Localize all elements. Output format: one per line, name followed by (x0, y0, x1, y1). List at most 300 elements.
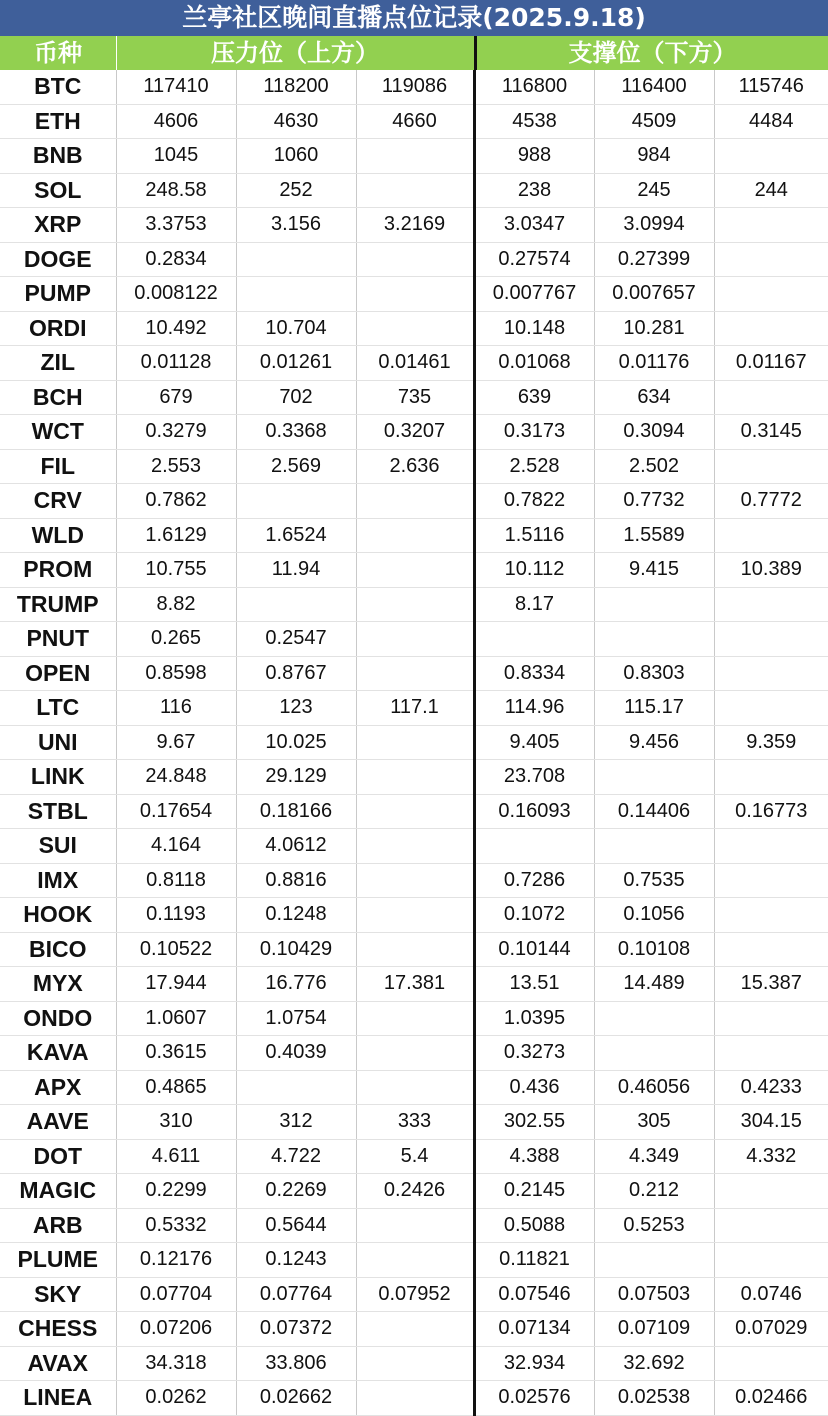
support-level (594, 1001, 714, 1036)
header-divider (474, 36, 477, 70)
resistance-level (356, 1346, 474, 1381)
support-level: 23.708 (474, 760, 594, 795)
resistance-level: 117.1 (356, 691, 474, 726)
table-row (0, 104, 828, 139)
resistance-level: 1045 (116, 139, 236, 174)
table-row (0, 346, 828, 381)
table-row (0, 1277, 828, 1312)
support-level: 9.415 (594, 553, 714, 588)
support-level: 0.8334 (474, 656, 594, 691)
resistance-level: 0.1248 (236, 898, 356, 933)
resistance-level: 118200 (236, 70, 356, 104)
price-level-table (0, 70, 828, 1416)
table-row (0, 656, 828, 691)
support-level (714, 1036, 828, 1071)
coin-symbol: LINK (0, 760, 116, 795)
support-level: 9.405 (474, 725, 594, 760)
table-row (0, 898, 828, 933)
resistance-level: 0.2547 (236, 622, 356, 657)
support-level: 0.46056 (594, 1070, 714, 1105)
coin-symbol: AVAX (0, 1346, 116, 1381)
support-level: 0.7822 (474, 484, 594, 519)
support-level: 0.07029 (714, 1312, 828, 1347)
resistance-level: 2.569 (236, 449, 356, 484)
support-level: 1.5116 (474, 518, 594, 553)
resistance-level: 0.5332 (116, 1208, 236, 1243)
table-row (0, 242, 828, 277)
resistance-level (356, 932, 474, 967)
resistance-level: 17.381 (356, 967, 474, 1002)
table-header (0, 36, 828, 70)
resistance-level: 0.07952 (356, 1277, 474, 1312)
support-level: 13.51 (474, 967, 594, 1002)
support-level: 0.07134 (474, 1312, 594, 1347)
support-level: 302.55 (474, 1105, 594, 1140)
support-level (714, 1346, 828, 1381)
coin-symbol: LINEA (0, 1381, 116, 1416)
support-level: 238 (474, 173, 594, 208)
resistance-level: 0.2299 (116, 1174, 236, 1209)
support-level: 305 (594, 1105, 714, 1140)
resistance-level: 17.944 (116, 967, 236, 1002)
resistance-level (236, 277, 356, 312)
resistance-level: 4606 (116, 104, 236, 139)
support-level (714, 311, 828, 346)
support-level (714, 932, 828, 967)
table-row (0, 794, 828, 829)
support-level (714, 277, 828, 312)
coin-symbol: CRV (0, 484, 116, 519)
support-level: 0.16093 (474, 794, 594, 829)
support-level (714, 242, 828, 277)
support-level: 32.692 (594, 1346, 714, 1381)
support-level: 1.0395 (474, 1001, 594, 1036)
support-level: 9.456 (594, 725, 714, 760)
support-level: 634 (594, 380, 714, 415)
support-level: 8.17 (474, 587, 594, 622)
resistance-level (356, 1381, 474, 1416)
support-level: 10.112 (474, 553, 594, 588)
support-level: 0.01167 (714, 346, 828, 381)
coin-symbol: STBL (0, 794, 116, 829)
support-level (714, 622, 828, 657)
coin-symbol: AAVE (0, 1105, 116, 1140)
support-level: 4509 (594, 104, 714, 139)
resistance-level: 3.2169 (356, 208, 474, 243)
resistance-level: 702 (236, 380, 356, 415)
resistance-level (356, 587, 474, 622)
resistance-level (356, 1036, 474, 1071)
resistance-level: 10.755 (116, 553, 236, 588)
support-level: 0.02538 (594, 1381, 714, 1416)
support-level: 10.389 (714, 553, 828, 588)
resistance-level (356, 622, 474, 657)
coin-symbol: MAGIC (0, 1174, 116, 1209)
resistance-level: 34.318 (116, 1346, 236, 1381)
resistance-level: 0.07372 (236, 1312, 356, 1347)
coin-symbol: BICO (0, 932, 116, 967)
resistance-level: 0.2426 (356, 1174, 474, 1209)
support-level: 984 (594, 139, 714, 174)
coin-symbol: IMX (0, 863, 116, 898)
table-row (0, 1346, 828, 1381)
support-level: 0.7286 (474, 863, 594, 898)
resistance-level: 4660 (356, 104, 474, 139)
resistance-level (236, 587, 356, 622)
support-level: 0.02466 (714, 1381, 828, 1416)
resistance-level (236, 1070, 356, 1105)
table-row (0, 932, 828, 967)
resistance-level (356, 277, 474, 312)
header-coin: 币种 (0, 36, 117, 70)
resistance-level: 0.4865 (116, 1070, 236, 1105)
support-level: 0.7535 (594, 863, 714, 898)
resistance-level: 1.0607 (116, 1001, 236, 1036)
table-row (0, 863, 828, 898)
table-row (0, 1174, 828, 1209)
resistance-level: 0.1193 (116, 898, 236, 933)
support-level: 4538 (474, 104, 594, 139)
table-row (0, 587, 828, 622)
support-level: 304.15 (714, 1105, 828, 1140)
support-level: 9.359 (714, 725, 828, 760)
resistance-level: 0.18166 (236, 794, 356, 829)
resistance-level: 252 (236, 173, 356, 208)
support-level: 3.0347 (474, 208, 594, 243)
coin-symbol: ETH (0, 104, 116, 139)
support-level (714, 449, 828, 484)
support-level: 116400 (594, 70, 714, 104)
support-level: 0.01068 (474, 346, 594, 381)
resistance-level: 10.704 (236, 311, 356, 346)
support-level: 0.007767 (474, 277, 594, 312)
table-row (0, 829, 828, 864)
support-level (714, 691, 828, 726)
coin-symbol: BTC (0, 70, 116, 104)
table-row (0, 1139, 828, 1174)
resistance-level: 0.01261 (236, 346, 356, 381)
support-level: 4.388 (474, 1139, 594, 1174)
table-row (0, 311, 828, 346)
resistance-level: 0.01128 (116, 346, 236, 381)
table-row (0, 1001, 828, 1036)
coin-symbol: TRUMP (0, 587, 116, 622)
support-level: 0.10108 (594, 932, 714, 967)
coin-symbol: PUMP (0, 277, 116, 312)
support-level: 0.212 (594, 1174, 714, 1209)
coin-symbol: KAVA (0, 1036, 116, 1071)
resistance-level (356, 794, 474, 829)
coin-symbol: PLUME (0, 1243, 116, 1278)
support-level (714, 139, 828, 174)
resistance-level: 310 (116, 1105, 236, 1140)
resistance-level: 0.1243 (236, 1243, 356, 1278)
resistance-level: 0.5644 (236, 1208, 356, 1243)
support-level (714, 829, 828, 864)
support-level: 639 (474, 380, 594, 415)
resistance-level: 333 (356, 1105, 474, 1140)
coin-symbol: DOGE (0, 242, 116, 277)
support-level: 0.07503 (594, 1277, 714, 1312)
support-level (714, 760, 828, 795)
table-row (0, 70, 828, 104)
table-row (0, 553, 828, 588)
support-level (714, 380, 828, 415)
table-row (0, 1036, 828, 1071)
support-level: 0.01176 (594, 346, 714, 381)
table-row (0, 484, 828, 519)
support-level: 244 (714, 173, 828, 208)
support-level: 0.14406 (594, 794, 714, 829)
support-level: 0.3094 (594, 415, 714, 450)
resistance-level (356, 863, 474, 898)
support-level: 14.489 (594, 967, 714, 1002)
support-level: 0.10144 (474, 932, 594, 967)
resistance-level: 4630 (236, 104, 356, 139)
support-level: 2.502 (594, 449, 714, 484)
coin-symbol: UNI (0, 725, 116, 760)
coin-symbol: ONDO (0, 1001, 116, 1036)
resistance-level: 679 (116, 380, 236, 415)
resistance-level: 8.82 (116, 587, 236, 622)
support-level: 0.3173 (474, 415, 594, 450)
table-row (0, 208, 828, 243)
resistance-level: 33.806 (236, 1346, 356, 1381)
coin-symbol: MYX (0, 967, 116, 1002)
resistance-level: 0.12176 (116, 1243, 236, 1278)
resistance-level (356, 760, 474, 795)
resistance-level (356, 553, 474, 588)
resistance-level (236, 242, 356, 277)
coin-symbol: BNB (0, 139, 116, 174)
support-level: 0.02576 (474, 1381, 594, 1416)
resistance-level: 10.492 (116, 311, 236, 346)
resistance-level (356, 1070, 474, 1105)
table-row (0, 415, 828, 450)
support-level: 116800 (474, 70, 594, 104)
page-title: 兰亭社区晚间直播点位记录(2025.9.18) (0, 0, 828, 36)
support-level (714, 1243, 828, 1278)
resistance-level: 4.164 (116, 829, 236, 864)
support-level: 0.3273 (474, 1036, 594, 1071)
resistance-level: 116 (116, 691, 236, 726)
resistance-level: 0.07704 (116, 1277, 236, 1312)
support-level: 0.2145 (474, 1174, 594, 1209)
resistance-level: 0.10429 (236, 932, 356, 967)
support-level: 15.387 (714, 967, 828, 1002)
coin-symbol: HOOK (0, 898, 116, 933)
resistance-level: 10.025 (236, 725, 356, 760)
resistance-level: 0.8598 (116, 656, 236, 691)
resistance-level: 11.94 (236, 553, 356, 588)
resistance-level: 9.67 (116, 725, 236, 760)
resistance-level: 0.10522 (116, 932, 236, 967)
table-row (0, 139, 828, 174)
coin-symbol: OPEN (0, 656, 116, 691)
resistance-level: 0.02662 (236, 1381, 356, 1416)
resistance-level: 4.722 (236, 1139, 356, 1174)
resistance-level (356, 656, 474, 691)
resistance-level: 123 (236, 691, 356, 726)
resistance-level: 1.0754 (236, 1001, 356, 1036)
resistance-level: 0.17654 (116, 794, 236, 829)
support-level (594, 760, 714, 795)
resistance-level: 0.265 (116, 622, 236, 657)
resistance-level: 248.58 (116, 173, 236, 208)
resistance-level: 0.008122 (116, 277, 236, 312)
coin-symbol: SUI (0, 829, 116, 864)
resistance-level: 0.2269 (236, 1174, 356, 1209)
support-level: 0.8303 (594, 656, 714, 691)
resistance-level: 1060 (236, 139, 356, 174)
coin-symbol: WLD (0, 518, 116, 553)
support-level: 4.349 (594, 1139, 714, 1174)
support-level: 0.4233 (714, 1070, 828, 1105)
resistance-level (356, 173, 474, 208)
resistance-level: 1.6129 (116, 518, 236, 553)
support-level (714, 518, 828, 553)
resistance-level: 0.3615 (116, 1036, 236, 1071)
support-level (594, 622, 714, 657)
table-row (0, 380, 828, 415)
table-row (0, 622, 828, 657)
support-level: 3.0994 (594, 208, 714, 243)
table-body (0, 70, 828, 1415)
resistance-level (356, 242, 474, 277)
resistance-level: 735 (356, 380, 474, 415)
resistance-level: 117410 (116, 70, 236, 104)
table-row (0, 967, 828, 1002)
support-level: 0.07546 (474, 1277, 594, 1312)
support-level: 0.1072 (474, 898, 594, 933)
table-row (0, 760, 828, 795)
support-level: 10.281 (594, 311, 714, 346)
support-level (714, 1208, 828, 1243)
resistance-level (356, 725, 474, 760)
resistance-level (356, 518, 474, 553)
support-level (714, 898, 828, 933)
coin-symbol: PROM (0, 553, 116, 588)
table-row (0, 1312, 828, 1347)
header-support: 支撑位（下方） (568, 39, 737, 67)
resistance-level: 0.8816 (236, 863, 356, 898)
support-level: 2.528 (474, 449, 594, 484)
resistance-level: 0.3279 (116, 415, 236, 450)
support-level: 10.148 (474, 311, 594, 346)
resistance-level: 0.2834 (116, 242, 236, 277)
support-level: 245 (594, 173, 714, 208)
table-row (0, 1208, 828, 1243)
support-level: 114.96 (474, 691, 594, 726)
resistance-level (356, 1208, 474, 1243)
resistance-level (356, 1243, 474, 1278)
resistance-level: 3.156 (236, 208, 356, 243)
support-level: 0.5088 (474, 1208, 594, 1243)
resistance-level (356, 139, 474, 174)
support-level: 115746 (714, 70, 828, 104)
support-level (594, 587, 714, 622)
coin-symbol: DOT (0, 1139, 116, 1174)
support-level (594, 1243, 714, 1278)
coin-symbol: CHESS (0, 1312, 116, 1347)
table-row (0, 277, 828, 312)
table-row (0, 1070, 828, 1105)
table-row (0, 173, 828, 208)
coin-symbol: APX (0, 1070, 116, 1105)
resistance-level: 1.6524 (236, 518, 356, 553)
resistance-level (356, 1001, 474, 1036)
resistance-level: 0.8118 (116, 863, 236, 898)
support-level: 0.27399 (594, 242, 714, 277)
coin-symbol: ZIL (0, 346, 116, 381)
table-row (0, 449, 828, 484)
resistance-level: 0.3207 (356, 415, 474, 450)
resistance-level: 16.776 (236, 967, 356, 1002)
support-level: 0.7732 (594, 484, 714, 519)
support-level (714, 1174, 828, 1209)
coin-symbol: SOL (0, 173, 116, 208)
resistance-level: 0.01461 (356, 346, 474, 381)
resistance-level: 24.848 (116, 760, 236, 795)
coin-symbol: FIL (0, 449, 116, 484)
table-row (0, 725, 828, 760)
resistance-level (356, 1312, 474, 1347)
support-level: 0.1056 (594, 898, 714, 933)
resistance-level: 2.553 (116, 449, 236, 484)
coin-symbol: XRP (0, 208, 116, 243)
support-level: 0.0746 (714, 1277, 828, 1312)
coin-symbol: SKY (0, 1277, 116, 1312)
support-level (714, 208, 828, 243)
resistance-level: 312 (236, 1105, 356, 1140)
support-level (594, 829, 714, 864)
resistance-level: 0.7862 (116, 484, 236, 519)
resistance-level: 0.0262 (116, 1381, 236, 1416)
coin-symbol: PNUT (0, 622, 116, 657)
support-level (714, 863, 828, 898)
resistance-level: 4.0612 (236, 829, 356, 864)
support-level (714, 587, 828, 622)
resistance-level: 119086 (356, 70, 474, 104)
resistance-level: 0.4039 (236, 1036, 356, 1071)
header-resistance: 压力位（上方） (211, 39, 379, 67)
table-row (0, 518, 828, 553)
resistance-level: 0.07764 (236, 1277, 356, 1312)
support-level: 0.7772 (714, 484, 828, 519)
support-level: 0.27574 (474, 242, 594, 277)
coin-symbol: LTC (0, 691, 116, 726)
support-level: 0.3145 (714, 415, 828, 450)
support-level: 32.934 (474, 1346, 594, 1381)
coin-symbol: ORDI (0, 311, 116, 346)
support-level (474, 622, 594, 657)
support-level: 0.007657 (594, 277, 714, 312)
support-level: 1.5589 (594, 518, 714, 553)
resistance-level: 5.4 (356, 1139, 474, 1174)
resistance-level: 0.07206 (116, 1312, 236, 1347)
resistance-level: 0.8767 (236, 656, 356, 691)
support-level: 988 (474, 139, 594, 174)
resistance-level: 0.3368 (236, 415, 356, 450)
coin-symbol: WCT (0, 415, 116, 450)
resistance-level (356, 898, 474, 933)
table-row (0, 1105, 828, 1140)
support-level: 0.5253 (594, 1208, 714, 1243)
support-level: 115.17 (594, 691, 714, 726)
support-level: 0.16773 (714, 794, 828, 829)
support-level: 4.332 (714, 1139, 828, 1174)
resistance-level: 3.3753 (116, 208, 236, 243)
